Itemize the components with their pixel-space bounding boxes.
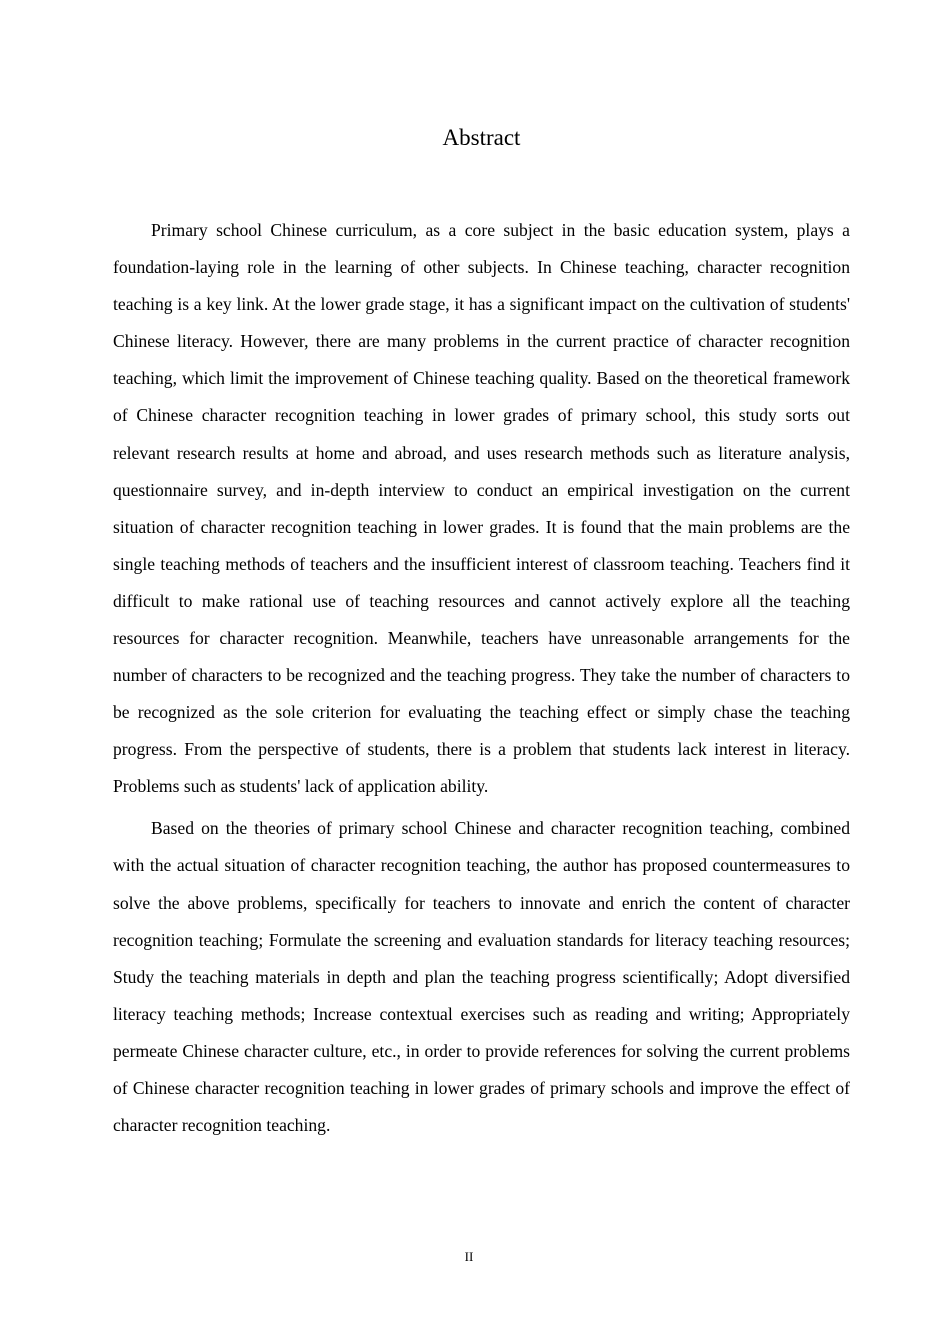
abstract-paragraph-2: Based on the theories of primary school Chinese and character recognition teaching, combined with the actual situation of character recognition teaching, the author has proposed countermeasures to solve the above problems, specifically for teachers to innovate and enrich the content of character recognition teaching; Formulate the screening and evaluation standards for literacy teaching resources; Study the teaching materials in depth and plan the teaching progress scientifically; Adopt diversified literacy teaching methods; Increase contextual exercises such as reading and writing; Appropriately permeate Chinese character culture, etc., in order to provide references for solving the current problems of Chinese character recognition teaching in lower grades of primary schools and improve the effect of character recognition teaching. <box>113 818 850 1136</box>
page-title: Abstract <box>442 125 521 150</box>
abstract-body <box>113 212 850 1144</box>
abstract-paragraph-1: Primary school Chinese curriculum, as a core subject in the basic education system, plays a foundation-laying role in the learning of other subjects. In Chinese teaching, character recognition teaching is a key link. At the lower grade stage, it has a significant impact on the cultivation of students' Chinese literacy. However, there are many problems in the current practice of character recognition teaching, which limit the improvement of Chinese teaching quality. Based on the theoretical framework of Chinese character recognition teaching in lower grades of primary school, this study sorts out relevant research results at home and abroad, and uses research methods such as literature analysis, questionnaire survey, and in-depth interview to conduct an empirical investigation on the current situation of character recognition teaching in lower grades. It is found that the main problems are the single teaching methods of teachers and the insufficient interest of classroom teaching. Teachers find it difficult to make rational use of teaching resources and cannot actively explore all the teaching resources for character recognition. Meanwhile, teachers have unreasonable arrangements for the number of characters to be recognized and the teaching progress. They take the number of characters to be recognized as the sole criterion for evaluating the teaching effect or simply chase the teaching progress. From the perspective of students, there is a problem that students lack interest in literacy. Problems such as students' lack of application ability. <box>113 220 850 797</box>
page-number: II <box>464 1249 474 1264</box>
